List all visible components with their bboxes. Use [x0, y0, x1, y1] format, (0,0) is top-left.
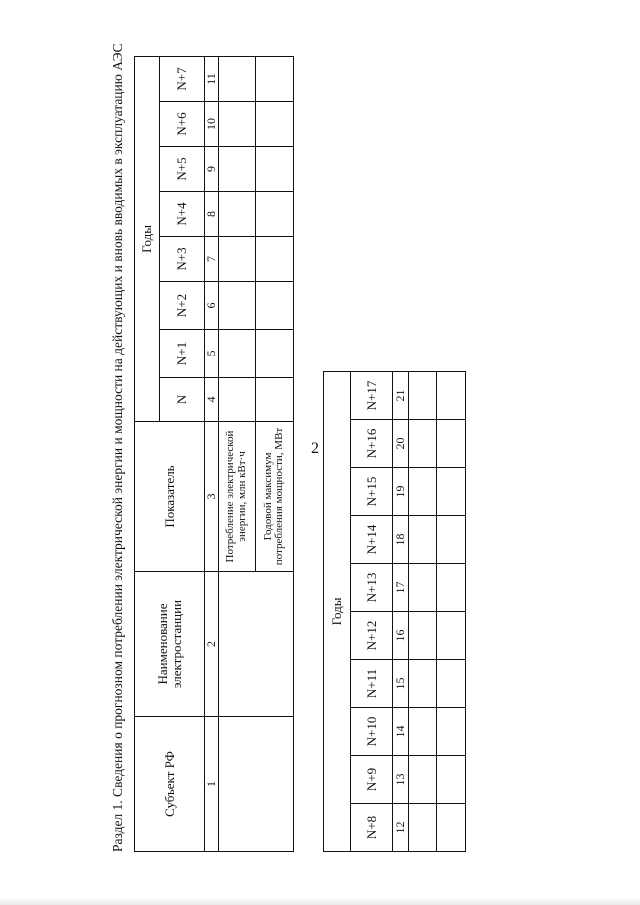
year-cell: N+10 — [351, 708, 393, 756]
data-cell — [409, 804, 437, 852]
column-number: 5 — [205, 330, 219, 378]
header-years: Годы — [135, 56, 160, 421]
forecast-table-1 — [134, 56, 294, 852]
year-cell: N+4 — [160, 192, 205, 237]
data-cell — [218, 378, 255, 422]
data-cell — [255, 237, 293, 282]
data-cell — [437, 804, 466, 852]
column-number: 19 — [393, 468, 409, 516]
data-cell — [218, 282, 255, 330]
data-cell — [437, 468, 466, 516]
station-cell — [218, 572, 293, 717]
data-cell — [218, 102, 255, 147]
data-cell — [437, 708, 466, 756]
header-indicator: Показатель — [135, 422, 205, 572]
data-cell — [409, 660, 437, 708]
data-cell — [255, 147, 293, 192]
column-number: 10 — [205, 102, 219, 147]
column-number: 1 — [205, 717, 219, 852]
header-years: Годы — [324, 371, 351, 851]
data-cell — [409, 564, 437, 612]
column-number: 17 — [393, 564, 409, 612]
data-cell — [409, 612, 437, 660]
year-cell: N+15 — [351, 468, 393, 516]
data-cell — [218, 147, 255, 192]
data-cell — [409, 708, 437, 756]
data-cell — [409, 468, 437, 516]
subject-cell — [218, 717, 293, 852]
data-cell — [255, 330, 293, 378]
year-cell: N+12 — [351, 612, 393, 660]
header-subject: Субъект РФ — [135, 717, 205, 852]
data-cell — [437, 756, 466, 804]
column-number: 12 — [393, 804, 409, 852]
column-number: 9 — [205, 147, 219, 192]
section-title: Раздел 1. Сведения о прогнозном потреблении электрической энергии и мощности на действующих и вновь вводимых в эксплуатацию АЭС — [110, 43, 125, 852]
data-cell — [409, 756, 437, 804]
indicator-power: Годовой максимум потребления мощности, МВт — [255, 422, 293, 572]
column-number: 6 — [205, 282, 219, 330]
column-number: 4 — [205, 378, 219, 422]
data-cell — [437, 612, 466, 660]
table1-wrapper — [134, 56, 294, 852]
year-cell: N+17 — [351, 371, 393, 419]
year-cell: N+3 — [160, 237, 205, 282]
column-number: 15 — [393, 660, 409, 708]
year-cell: N+8 — [351, 804, 393, 852]
column-number: 16 — [393, 612, 409, 660]
table2-wrapper — [323, 371, 466, 852]
data-cell — [218, 192, 255, 237]
year-cell: N+13 — [351, 564, 393, 612]
column-number: 13 — [393, 756, 409, 804]
year-cell: N — [160, 378, 205, 422]
page-number: 2 — [311, 440, 319, 457]
indicator-energy: Потребление электрической энергии, млн кВт·ч — [218, 422, 255, 572]
data-cell — [437, 516, 466, 564]
column-number: 2 — [205, 572, 219, 717]
data-cell — [437, 371, 466, 419]
year-cell: N+9 — [351, 756, 393, 804]
data-cell — [409, 371, 437, 419]
data-cell — [218, 237, 255, 282]
data-cell — [255, 102, 293, 147]
data-cell — [255, 282, 293, 330]
column-number: 21 — [393, 371, 409, 419]
forecast-table-2 — [323, 371, 466, 852]
column-number: 8 — [205, 192, 219, 237]
year-cell: N+7 — [160, 56, 205, 101]
data-cell — [255, 56, 293, 101]
data-cell — [409, 420, 437, 468]
data-cell — [437, 660, 466, 708]
data-cell — [437, 420, 466, 468]
column-number: 7 — [205, 237, 219, 282]
column-number: 20 — [393, 420, 409, 468]
data-cell — [255, 192, 293, 237]
data-cell — [218, 330, 255, 378]
year-cell: N+6 — [160, 102, 205, 147]
column-number: 3 — [205, 422, 219, 572]
year-cell: N+11 — [351, 660, 393, 708]
year-cell: N+5 — [160, 147, 205, 192]
column-number: 18 — [393, 516, 409, 564]
year-cell: N+2 — [160, 282, 205, 330]
data-cell — [437, 564, 466, 612]
scan-edge — [0, 897, 640, 905]
data-cell — [255, 378, 293, 422]
column-number: 14 — [393, 708, 409, 756]
year-cell: N+16 — [351, 420, 393, 468]
column-number: 11 — [205, 56, 219, 101]
data-cell — [409, 516, 437, 564]
header-station: Наименование электростанции — [135, 572, 205, 717]
year-cell: N+14 — [351, 516, 393, 564]
data-cell — [218, 56, 255, 101]
year-cell: N+1 — [160, 330, 205, 378]
